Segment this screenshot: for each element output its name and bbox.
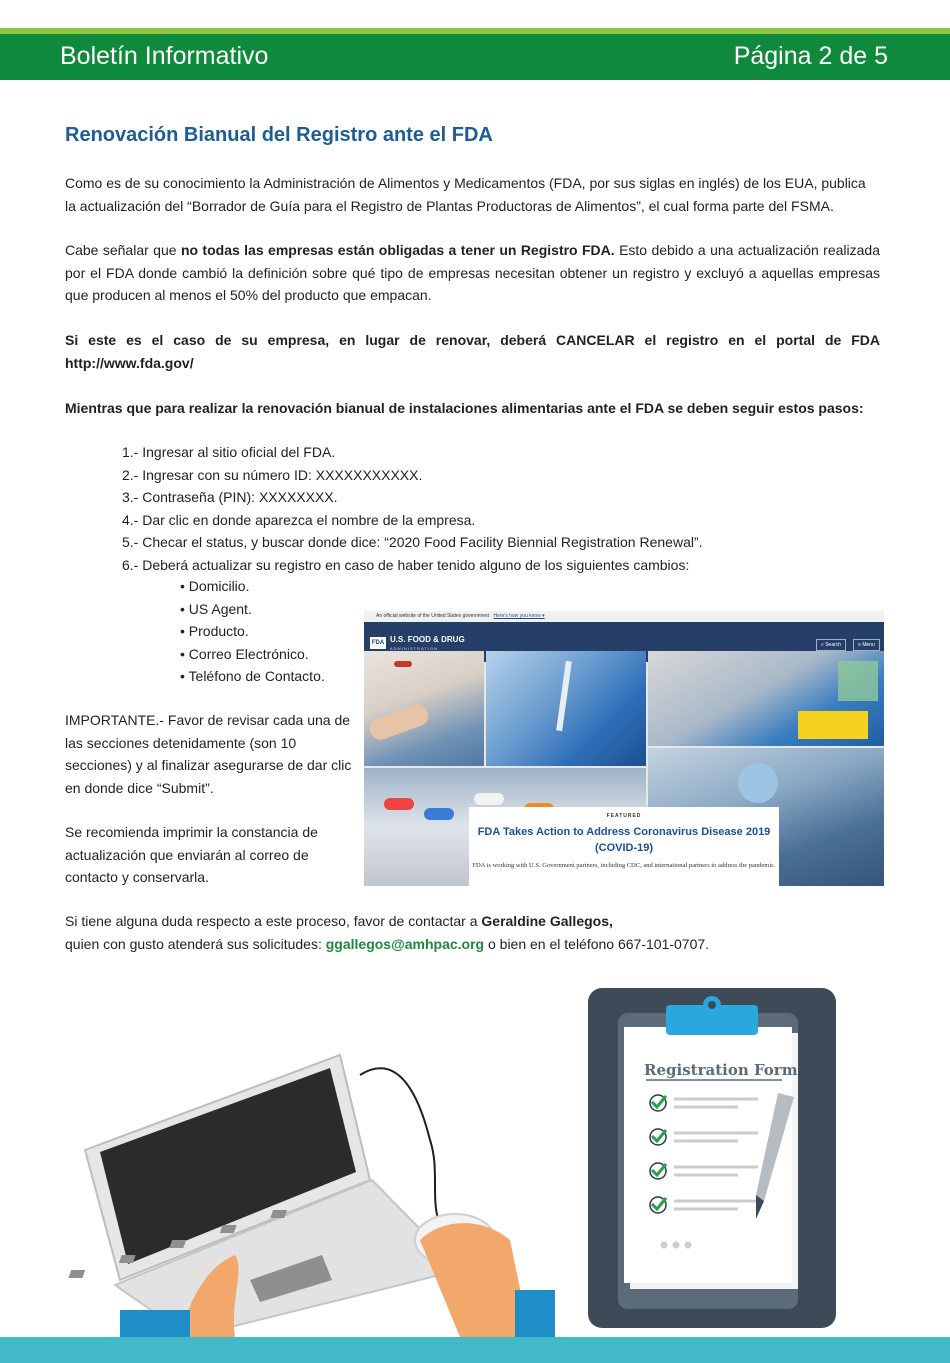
footer-band [0, 1337, 950, 1363]
changes-bullet-list [180, 575, 325, 688]
list-item: • Teléfono de Contacto. [180, 668, 325, 684]
featured-label: FEATURED [606, 813, 642, 819]
patient-iv-image [364, 651, 484, 766]
search-button[interactable]: ⌕ Search [816, 639, 846, 651]
gov-banner: An official website of the United States government Here's how you know ▾ [364, 611, 884, 622]
fda-brand: U.S. FOOD & DRUG [390, 635, 465, 644]
list-item: 1.- Ingresar al sitio oficial del FDA. [122, 444, 336, 460]
contact-name: Geraldine Gallegos, [481, 913, 613, 929]
list-item: 5.- Checar el status, y buscar donde dice: “2020 Food Facility Biennial Registration Renewal”. [122, 534, 703, 550]
featured-card[interactable] [469, 807, 779, 886]
gov-banner-link[interactable]: Here's how you know ▾ [493, 613, 545, 619]
fda-logo[interactable]: FDA [370, 637, 386, 649]
list-item: 6.- Deberá actualizar su registro en caso de haber tenido alguno de los siguientes cambios: [122, 556, 690, 573]
fda-brand-sub: ADMINISTRATION [390, 646, 438, 651]
featured-text: FDA is working with U.S. Government partners, including CDC, and international partners to address the pandemic. [472, 862, 776, 869]
list-item: • US Agent. [180, 600, 252, 617]
paragraph-recommend: Se recomienda imprimir la constancia de actualización que enviarán al correo de contacto y conservarla. [65, 824, 318, 885]
list-item: • Producto. [180, 623, 249, 639]
paragraph-cancel-notice: Si este es el caso de su empresa, en lugar de renovar, deberá CANCELAR el registro en el portal de FDA http://www.fda.gov/ [65, 332, 880, 371]
registration-form-illustration [588, 983, 836, 1333]
page-header [0, 34, 950, 80]
paragraph-steps-intro: Mientras que para realizar la renovación bianual de instalaciones alimentarias ante el FDA se deben seguir estos pasos: [65, 400, 864, 416]
paragraph-not-all-companies: Cabe señalar que no todas las empresas están obligadas a tener un Registro FDA. Esto debido a una actualización realizada por el FDA donde cambió la definición sobre qué tipo de empresas necesitan obtener un registro y excluyó a aquellas empresas que producen al menos el 50% del producto que empacan. [65, 242, 880, 303]
paragraph-contact: Si tiene alguna duda respecto a este proceso, favor de contactar a Geraldine Gallegos, quien con gusto atenderá sus solicitudes: ggallegos@amhpac.org o bien en el teléfono 667-101-0707. [65, 913, 710, 952]
list-item: 4.- Dar clic en donde aparezca el nombre de la empresa. [122, 511, 476, 528]
emphasis-text: no todas las empresas están obligadas a tener un Registro FDA. [180, 242, 615, 258]
form-title: Registration Form [644, 1061, 798, 1079]
menu-button[interactable]: ≡ Menu [853, 639, 880, 651]
newsletter-title: Boletín Informativo [60, 42, 269, 70]
page-number: Página 2 de 5 [733, 42, 888, 70]
list-item: 2.- Ingresar con su número ID: XXXXXXXXXXX. [122, 466, 423, 483]
list-item: 3.- Contraseña (PIN): XXXXXXXX. [122, 489, 338, 505]
paragraph-intro: Como es de su conocimiento la Administración de Alimentos y Medicamentos (FDA, por sus siglas en inglés) de los EUA, publica la actualización del “Borrador de Guía para el Registro de Plantas Productoras de Alimentos”, el cual forma parte del FSMA. [65, 175, 866, 214]
list-item: • Domicilio. [180, 578, 250, 594]
featured-title[interactable]: FDA Takes Action to Address Coronavirus Disease 2019 (COVID-19) [477, 826, 771, 854]
article-title: Renovación Bianual del Registro ante el FDA [65, 124, 493, 146]
laptop-mouse-illustration [60, 1040, 560, 1337]
fda-website-screenshot [364, 611, 884, 886]
vaccine-syringe-image [486, 651, 646, 766]
lab-pipette-image [648, 651, 884, 746]
steps-list [122, 441, 703, 576]
list-item: • Correo Electrónico. [180, 645, 309, 662]
email-link[interactable]: ggallegos@amhpac.org [325, 935, 485, 952]
paragraph-important: IMPORTANTE.- Favor de revisar cada una de las secciones detenidamente (son 10 secciones) y al finalizar asegurarse de dar clic en donde dice “Submit”. [65, 712, 352, 796]
